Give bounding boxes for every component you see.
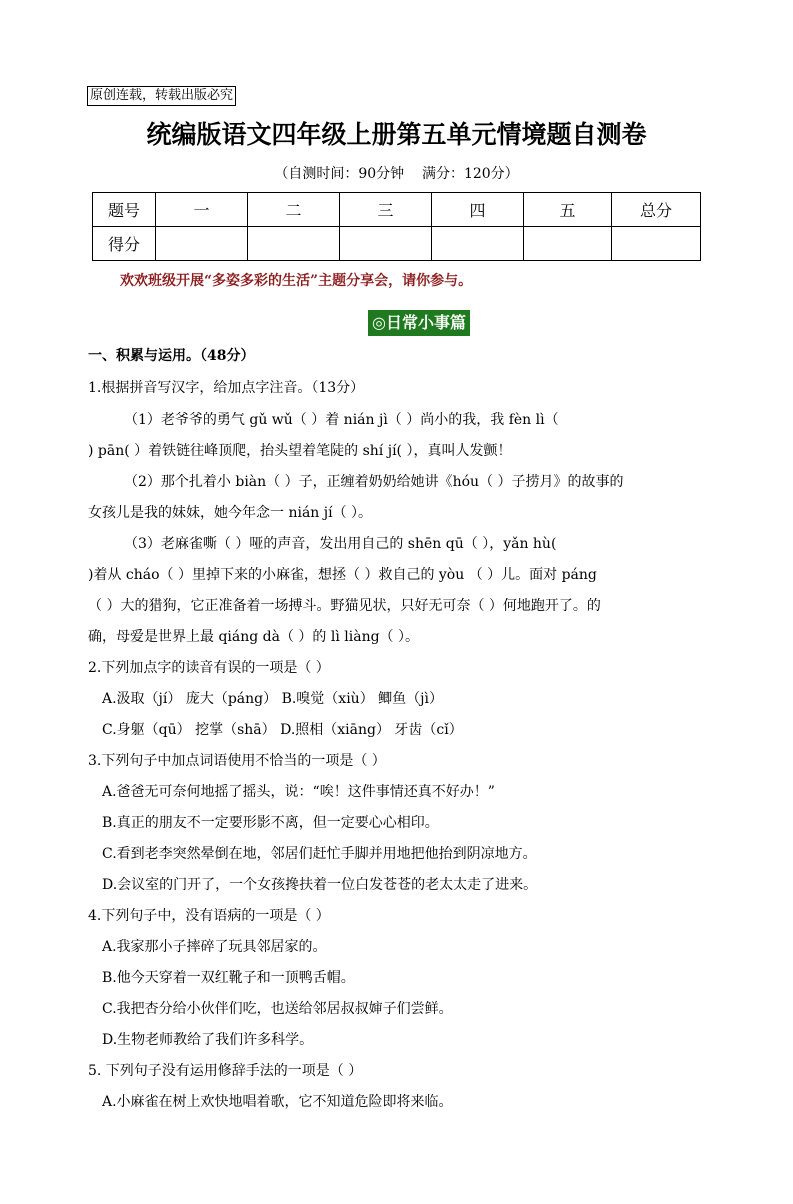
score-table bbox=[92, 192, 701, 261]
copyright-notice: 原创连载，转载出版必究 bbox=[87, 86, 236, 106]
option-a[interactable]: A.我家那小子摔碎了玩具邻居家的。 bbox=[102, 939, 327, 955]
score-header-cell: 五 bbox=[524, 193, 612, 227]
score-cell[interactable] bbox=[156, 227, 248, 261]
question-4: 4.下列句子中，没有语病的一项是（ ） bbox=[88, 908, 330, 924]
question-2: 2.下列加点字的读音有误的一项是（ ） bbox=[88, 660, 330, 676]
option-c[interactable]: C.我把杏分给小伙伴们吃，也送给邻居叔叔婶子们尝鲜。 bbox=[102, 1001, 453, 1017]
score-header-cell: 四 bbox=[432, 193, 524, 227]
option-c[interactable]: C.看到老李突然晕倒在地，邻居们赶忙手脚并用地把他抬到阴凉地方。 bbox=[102, 846, 537, 862]
question-text-line: （2）那个扎着小 biàn（ ）子，正缠着奶奶给她讲《hóu（ ）子捞月》的故事的 bbox=[124, 474, 624, 490]
score-row bbox=[93, 227, 701, 261]
score-header-cell: 三 bbox=[340, 193, 432, 227]
score-row-label: 得分 bbox=[93, 227, 156, 261]
page-title: 统编版语文四年级上册第五单元情境题自测卷 bbox=[146, 120, 647, 149]
option-a[interactable]: A.爸爸无可奈何地摇了摇头，说：“唉！这件事情还真不好办！” bbox=[102, 784, 495, 800]
score-cell[interactable] bbox=[524, 227, 612, 261]
question-3: 3.下列句子中加点词语使用不恰当的一项是（ ） bbox=[88, 753, 386, 769]
page-subtitle: （自测时间：90分钟 满分：120分） bbox=[274, 166, 519, 182]
question-text-line: （3）老麻雀嘶（ ）哑的声音，发出用自己的 shēn qū（ ），yǎn hù( bbox=[124, 536, 557, 552]
question-text-line: 确，母爱是世界上最 qiáng dà（ ）的 lì liàng（ ）。 bbox=[88, 629, 420, 645]
score-header-row bbox=[93, 193, 701, 227]
question-5: 5. 下列句子没有运用修辞手法的一项是（ ） bbox=[88, 1063, 363, 1079]
score-header-cell: 总分 bbox=[612, 193, 701, 227]
option-b[interactable]: B.真正的朋友不一定要形影不离，但一定要心心相印。 bbox=[102, 815, 439, 831]
question-text-line: )着从 cháo（ ）里掉下来的小麻雀，想拯（ ）救自己的 yòu （ ）儿。面对 páng bbox=[88, 567, 597, 583]
section-heading: 一、积累与运用。（48分） bbox=[88, 348, 255, 364]
score-header-cell: 一 bbox=[156, 193, 248, 227]
section-banner: ◎日常小事篇 bbox=[368, 310, 470, 336]
score-header-cell: 题号 bbox=[93, 193, 156, 227]
score-cell[interactable] bbox=[432, 227, 524, 261]
score-cell[interactable] bbox=[612, 227, 701, 261]
score-cell[interactable] bbox=[340, 227, 432, 261]
question-text-line: （1）老爷爷的勇气 gǔ wǔ（ ）着 nián jì（ ）尚小的我，我 fèn lì（ bbox=[124, 412, 559, 428]
question-text-line: 女孩儿是我的妹妹，她今年念一 nián jí（ ）。 bbox=[88, 505, 373, 521]
intro-text: 欢欢班级开展“多姿多彩的生活”主题分享会，请你参与。 bbox=[120, 273, 473, 289]
score-cell[interactable] bbox=[248, 227, 340, 261]
option-d[interactable]: D.生物老师教给了我们许多科学。 bbox=[102, 1032, 314, 1048]
score-header-cell: 二 bbox=[248, 193, 340, 227]
option-b[interactable]: B.他今天穿着一双红靴子和一顶鸭舌帽。 bbox=[102, 970, 355, 986]
question-1: 1.根据拼音写汉字，给加点字注音。（13分） bbox=[88, 380, 365, 396]
option-d[interactable]: D.会议室的门开了，一个女孩搀扶着一位白发苍苍的老太太走了进来。 bbox=[102, 877, 538, 893]
question-text-line: （ ）大的猎狗，它正准备着一场搏斗。野猫见状，只好无可奈（ ）何地跑开了。的 bbox=[88, 598, 601, 614]
question-text-line: ) pān( ）着铁链往峰顶爬，抬头望着笔陡的 shí jí( ），真叫人发颤！ bbox=[88, 443, 512, 459]
option-a[interactable]: A.小麻雀在树上欢快地唱着歌，它不知道危险即将来临。 bbox=[102, 1094, 453, 1110]
option-row[interactable]: A.汲取（jí） 庞大（páng） B.嗅觉（xiù） 鲫鱼（jì） bbox=[102, 691, 443, 707]
option-row[interactable]: C.身躯（qū） 挖掌（shā） D.照相（xiāng） 牙齿（cǐ） bbox=[102, 722, 463, 738]
